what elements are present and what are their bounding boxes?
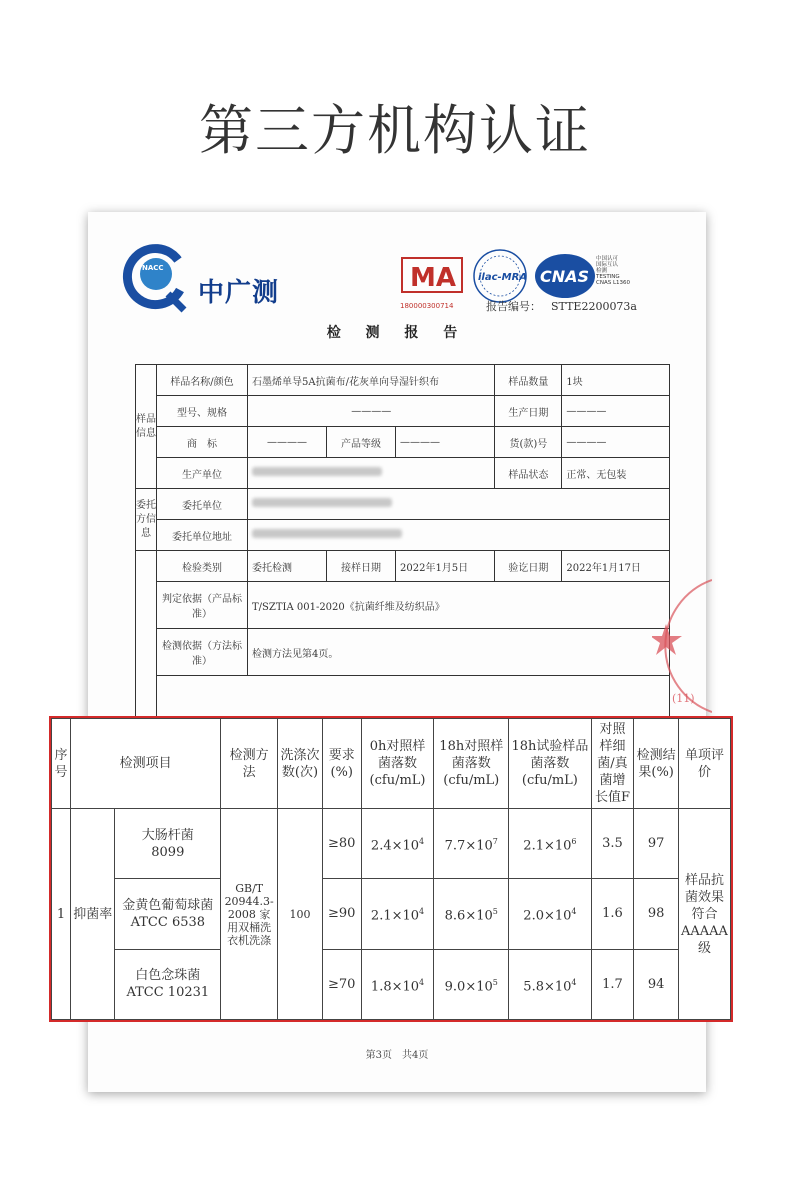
cnas-caption: 中国认可 国际互认 检测 TESTING CNAS L1360 — [596, 256, 631, 286]
result-cell: 94 — [634, 949, 679, 1019]
c18-cell: $7.7\times 10^7$ — [434, 809, 509, 879]
result-cell: 97 — [634, 809, 679, 879]
row-washes: 100 — [278, 809, 323, 1020]
antibacterial-results-highlight — [49, 716, 733, 1022]
header-0h-control: 0h对照样菌落数(cfu/mL) — [361, 719, 434, 809]
header-18h-test: 18h试验样品菌落数(cfu/mL) — [509, 719, 592, 809]
sample-info-table: 样品信息 样品名称/颜色 石墨烯单导5A抗菌布/花灰单向导湿针织布 样品数量 1块 型号、规格 ———— 生产日期 ———— 商 标 ———— 产品等级 ———— 货(款)号 ———— 生产单位 样品状态 正常、无包装 委托方信息 委托单位 委托单位地址 检验类别 委托检测 接样日期 2022年1月5日 验讫日期 2022年1月17日 判定依据（产品标准） T/SZTIA 001-2020《抗菌纤维及纺织品》 检测依据（方法标准） 检测方法见第4页。 — [135, 364, 670, 737]
header-washes: 洗涤次数(次) — [278, 719, 323, 809]
page-heading: 第三方机构认证 — [199, 99, 591, 162]
official-stamp — [652, 572, 712, 722]
header-evaluation: 单项评价 — [678, 719, 730, 809]
c18-cell: $8.6\times 10^5$ — [434, 879, 509, 949]
svg-text:ilac-MRA: ilac-MRA — [478, 272, 528, 283]
t18-cell: $5.8\times 10^4$ — [509, 949, 592, 1019]
growth-cell: 1.6 — [591, 879, 634, 949]
nacc-logo-icon — [118, 238, 198, 318]
strain-cell: 白色念珠菌 ATCC 10231 — [115, 949, 221, 1019]
svg-text:(11): (11) — [672, 692, 695, 705]
svg-text:MA: MA — [410, 263, 456, 293]
growth-cell: 1.7 — [591, 949, 634, 1019]
row-method: GB/T 20944.3-2008 家用双桶洗衣机洗涤 — [221, 809, 278, 1020]
requirement-cell: ≥80 — [322, 809, 361, 879]
page-number: 第3页 共4页 — [365, 1050, 429, 1061]
requirement-cell: ≥70 — [322, 949, 361, 1019]
nacc-badge-text: NACC — [142, 264, 164, 272]
row-seq: 1 — [52, 809, 71, 1020]
t18-cell: $2.1\times 10^6$ — [509, 809, 592, 879]
requirement-cell: ≥90 — [322, 879, 361, 949]
group-label-test — [136, 551, 157, 737]
header-seq: 序号 — [52, 719, 71, 809]
header-18h-control: 18h对照样菌落数(cfu/mL) — [434, 719, 509, 809]
svg-text:CNAS: CNAS — [540, 267, 590, 286]
c0-cell: $2.4\times 10^4$ — [361, 809, 434, 879]
evaluation-cell: 样品抗菌效果符合AAAAA级 — [678, 809, 730, 1020]
nacc-logo — [118, 238, 318, 308]
report-number: 报告编号： STTE2200073a — [486, 300, 637, 313]
ma-code: 180000300714 — [400, 302, 454, 310]
row-category: 抑菌率 — [70, 809, 114, 1020]
document-title: 检 测 报 告 — [326, 325, 468, 341]
c0-cell: $1.8\times 10^4$ — [361, 949, 434, 1019]
c0-cell: $2.1\times 10^4$ — [361, 879, 434, 949]
header-method: 检测方法 — [221, 719, 278, 809]
brand-name: 中广测 — [198, 278, 280, 308]
c18-cell: $9.0\times 10^5$ — [434, 949, 509, 1019]
header-item: 检测项目 — [70, 719, 220, 809]
header-requirement: 要求(%) — [322, 719, 361, 809]
header-result: 检测结果(%) — [634, 719, 679, 809]
group-label-client: 委托方信息 — [136, 489, 157, 551]
strain-cell: 大肠杆菌 8099 — [115, 809, 221, 879]
result-cell: 98 — [634, 879, 679, 949]
growth-cell: 3.5 — [591, 809, 634, 879]
antibacterial-results-table — [51, 718, 731, 1020]
header-growth: 对照样细菌/真菌增长值F — [591, 719, 634, 809]
group-label-sample: 样品信息 — [136, 365, 157, 489]
t18-cell: $2.0\times 10^4$ — [509, 879, 592, 949]
strain-cell: 金黄色葡萄球菌 ATCC 6538 — [115, 879, 221, 949]
